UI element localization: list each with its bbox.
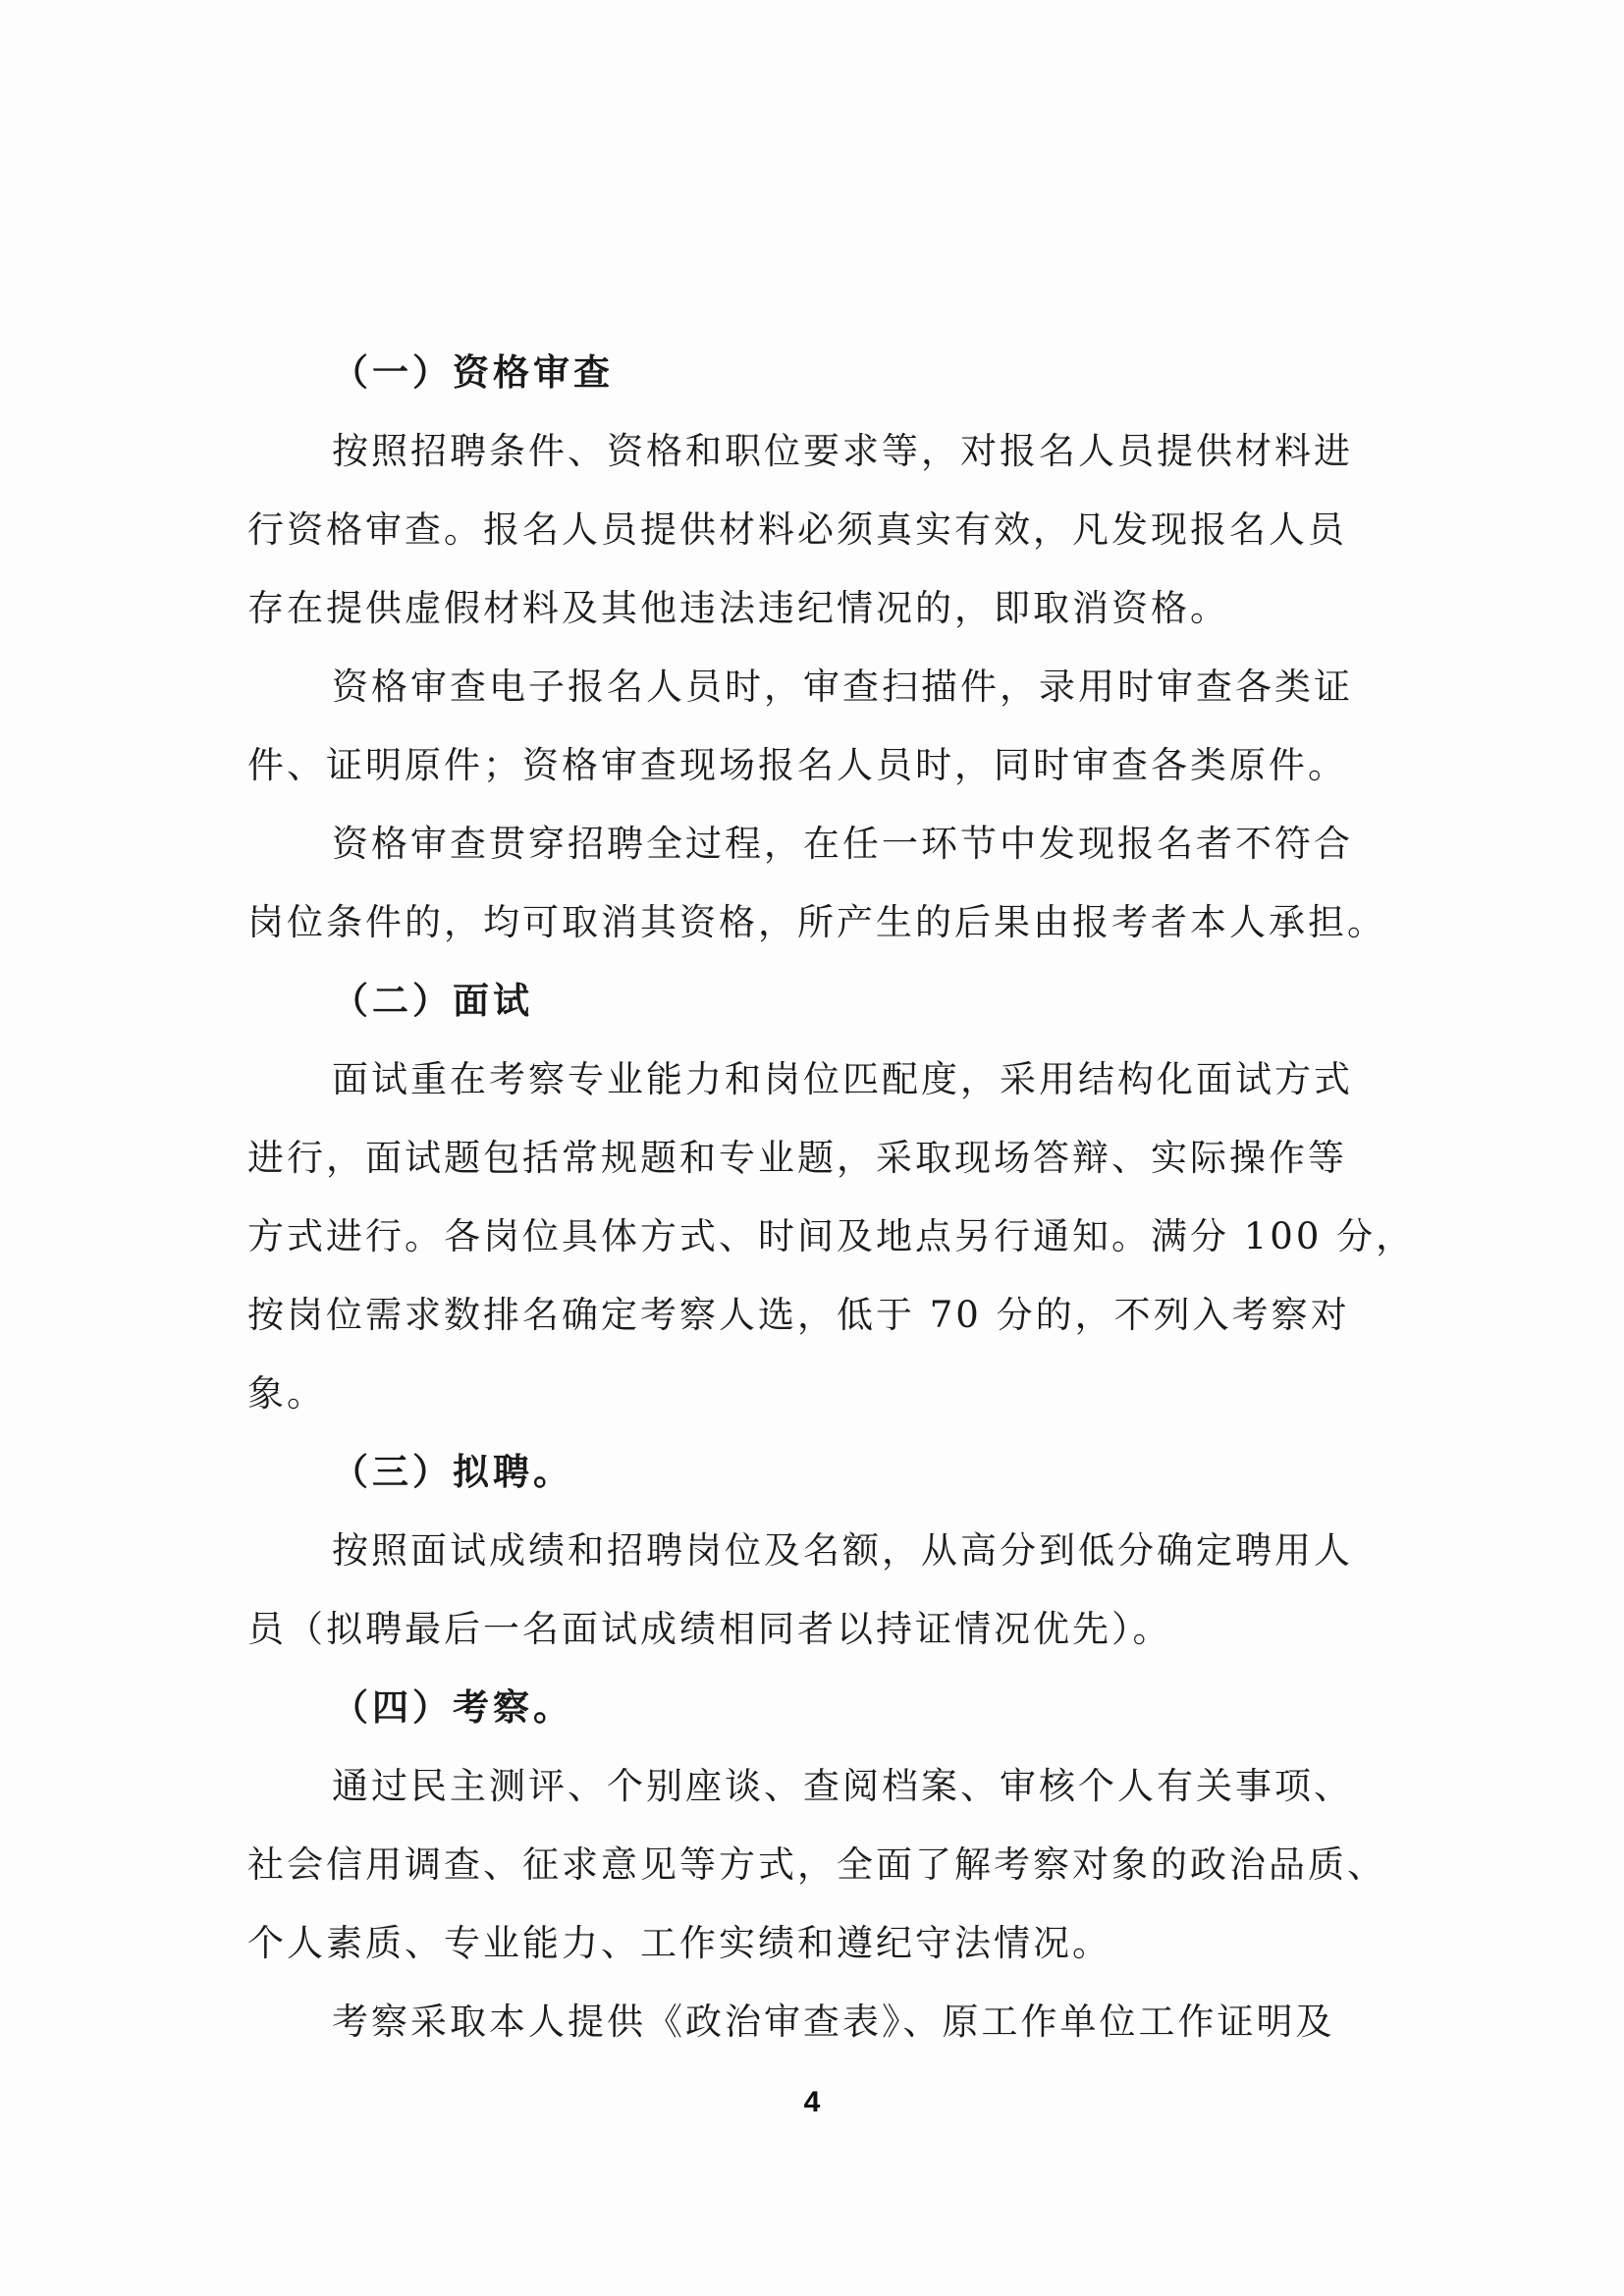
section-heading-interview: （二）面试: [332, 980, 533, 1022]
paragraph-line: 资格审查贯穿招聘全过程，在任一环节中发现报名者不符合: [332, 823, 1353, 865]
paragraph-line: 按照招聘条件、资格和职位要求等，对报名人员提供材料进: [332, 430, 1353, 472]
paragraph-line: 按照面试成绩和招聘岗位及名额，从高分到低分确定聘用人: [332, 1529, 1353, 1572]
section-heading-inspection: （四）考察。: [332, 1686, 573, 1729]
page-number: 4: [803, 2086, 821, 2118]
section-heading-proposed-hire: （三）拟聘。: [332, 1451, 573, 1493]
paragraph-line: 按岗位需求数排名确定考察人选，低于 70 分的，不列入考察对: [247, 1294, 1350, 1336]
paragraph-line: 资格审查电子报名人员时，审查扫描件，录用时审查各类证: [332, 666, 1353, 708]
paragraph-line: 行资格审查。报名人员提供材料必须真实有效，凡发现报名人员: [247, 508, 1347, 551]
paragraph-line: 进行，面试题包括常规题和专业题，采取现场答辩、实际操作等: [247, 1137, 1347, 1179]
paragraph-line: 方式进行。各岗位具体方式、时间及地点另行通知。满分 100 分，: [247, 1215, 1416, 1257]
paragraph-line: 岗位条件的，均可取消其资格，所产生的后果由报考者本人承担。: [247, 901, 1386, 943]
paragraph-line: 面试重在考察专业能力和岗位匹配度，采用结构化面试方式: [332, 1058, 1353, 1100]
paragraph-line: 考察采取本人提供《政治审查表》、原工作单位工作证明及: [332, 2001, 1335, 2043]
section-heading-qualification: （一）资格审查: [332, 351, 614, 394]
paragraph-line: 存在提供虚假材料及其他违法违纪情况的，即取消资格。: [247, 587, 1229, 629]
document-body: [247, 334, 1416, 2061]
paragraph-line: 社会信用调查、征求意见等方式，全面了解考察对象的政治品质、: [247, 1843, 1386, 1886]
paragraph-line: 个人素质、专业能力、工作实绩和遵纪守法情况。: [247, 1922, 1111, 1964]
paragraph-line: 员（拟聘最后一名面试成绩相同者以持证情况优先）。: [247, 1608, 1172, 1650]
paragraph-line: 通过民主测评、个别座谈、查阅档案、审核个人有关事项、: [332, 1765, 1353, 1807]
paragraph-line: 件、证明原件；资格审查现场报名人员时，同时审查各类原件。: [247, 744, 1347, 786]
paragraph-line: 象。: [247, 1372, 326, 1415]
